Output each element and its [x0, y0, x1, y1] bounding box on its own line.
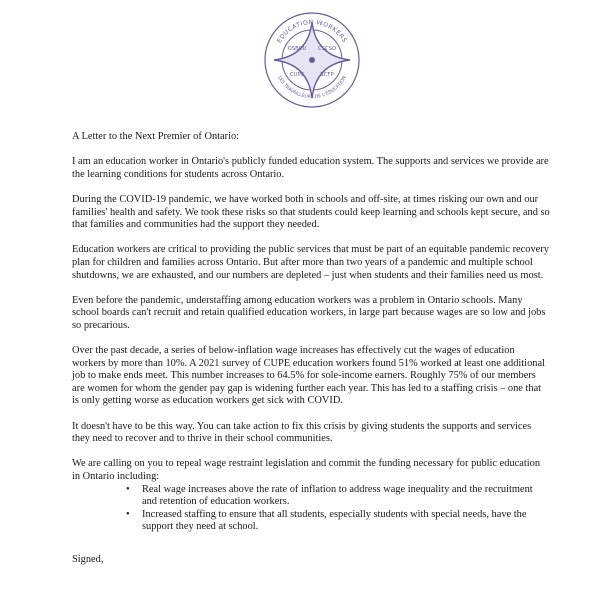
- union-logo: [262, 10, 362, 110]
- demands-list: [72, 484, 550, 534]
- letter-body: [72, 131, 550, 579]
- logo-quadrant-text: CUPE: [289, 72, 305, 78]
- paragraph: I am an education worker in Ontario's publicly funded education system. The supports and services we provide are the learning conditions for students across Ontario.: [72, 156, 549, 180]
- paragraph: We are calling on you to repeal wage restraint legislation and commit the funding necessary for public education in Ontario including:: [72, 458, 541, 483]
- paragraph: It doesn't have to be this way. You can take action to fix this crisis by giving students the supports and services they need to recover and to thrive in their school communities.: [72, 420, 532, 445]
- bullet-icon: •: [126, 483, 130, 495]
- logo-quadrant-text: CSCSO: [317, 46, 337, 52]
- logo-bottom-text: LES TRAVAILLEURS DE L'ÉDUCATION: [276, 75, 348, 101]
- paragraph: During the COVID-19 pandemic, we have worked both in schools and off-site, at times risking our own and our families' health and safety. We took these risks so that students could keep learning and schools kept secure, and so that families and communities had the support they needed.: [72, 193, 550, 231]
- logo-top-text: EDUCATION WORKERS: [275, 18, 349, 45]
- paragraph: Over the past decade, a series of below-inflation wage increases has effectively cut the wages of education workers by more than 10%. A 2021 survey of CUPE education workers found 51% worked at least one additional job to make ends meet. This number increases to 64.5% for sole-income earners. Roughly 75% of our members are women for whom the gender pay gap is widening further each year. This has led to a staffing crisis – one that is only getting worse as education workers get sick with COVID.: [72, 345, 545, 407]
- list-item-text: Increased staffing to ensure that all students, especially students with special needs, have the support they need at school.: [142, 508, 527, 533]
- salutation: A Letter to the Next Premier of Ontario:: [72, 131, 240, 142]
- list-item: [126, 508, 550, 534]
- list-item: [126, 483, 550, 509]
- logo-quadrant-text: OSBCU: [287, 46, 307, 52]
- list-item-text: Real wage increases above the rate of inflation to address wage inequality and the recruitment and retention of education workers.: [142, 483, 533, 508]
- logo-quadrant-text: SCFP: [320, 72, 334, 78]
- bullet-icon: •: [126, 508, 130, 520]
- paragraph: Education workers are critical to providing the public services that must be part of an equitable pandemic recovery plan for children and families across Ontario. But after more than two years of a pandemic and multiple school shutdowns, we are exhausted, and our numbers are depleted – just when students and their families need us most.: [72, 244, 549, 281]
- closing: Signed,: [72, 554, 104, 565]
- paragraph: Even before the pandemic, understaffing among education workers was a problem in Ontario schools. Many school boards can't recruit and retain qualified education workers, in large part because wages are so low and jobs so precarious.: [72, 294, 546, 331]
